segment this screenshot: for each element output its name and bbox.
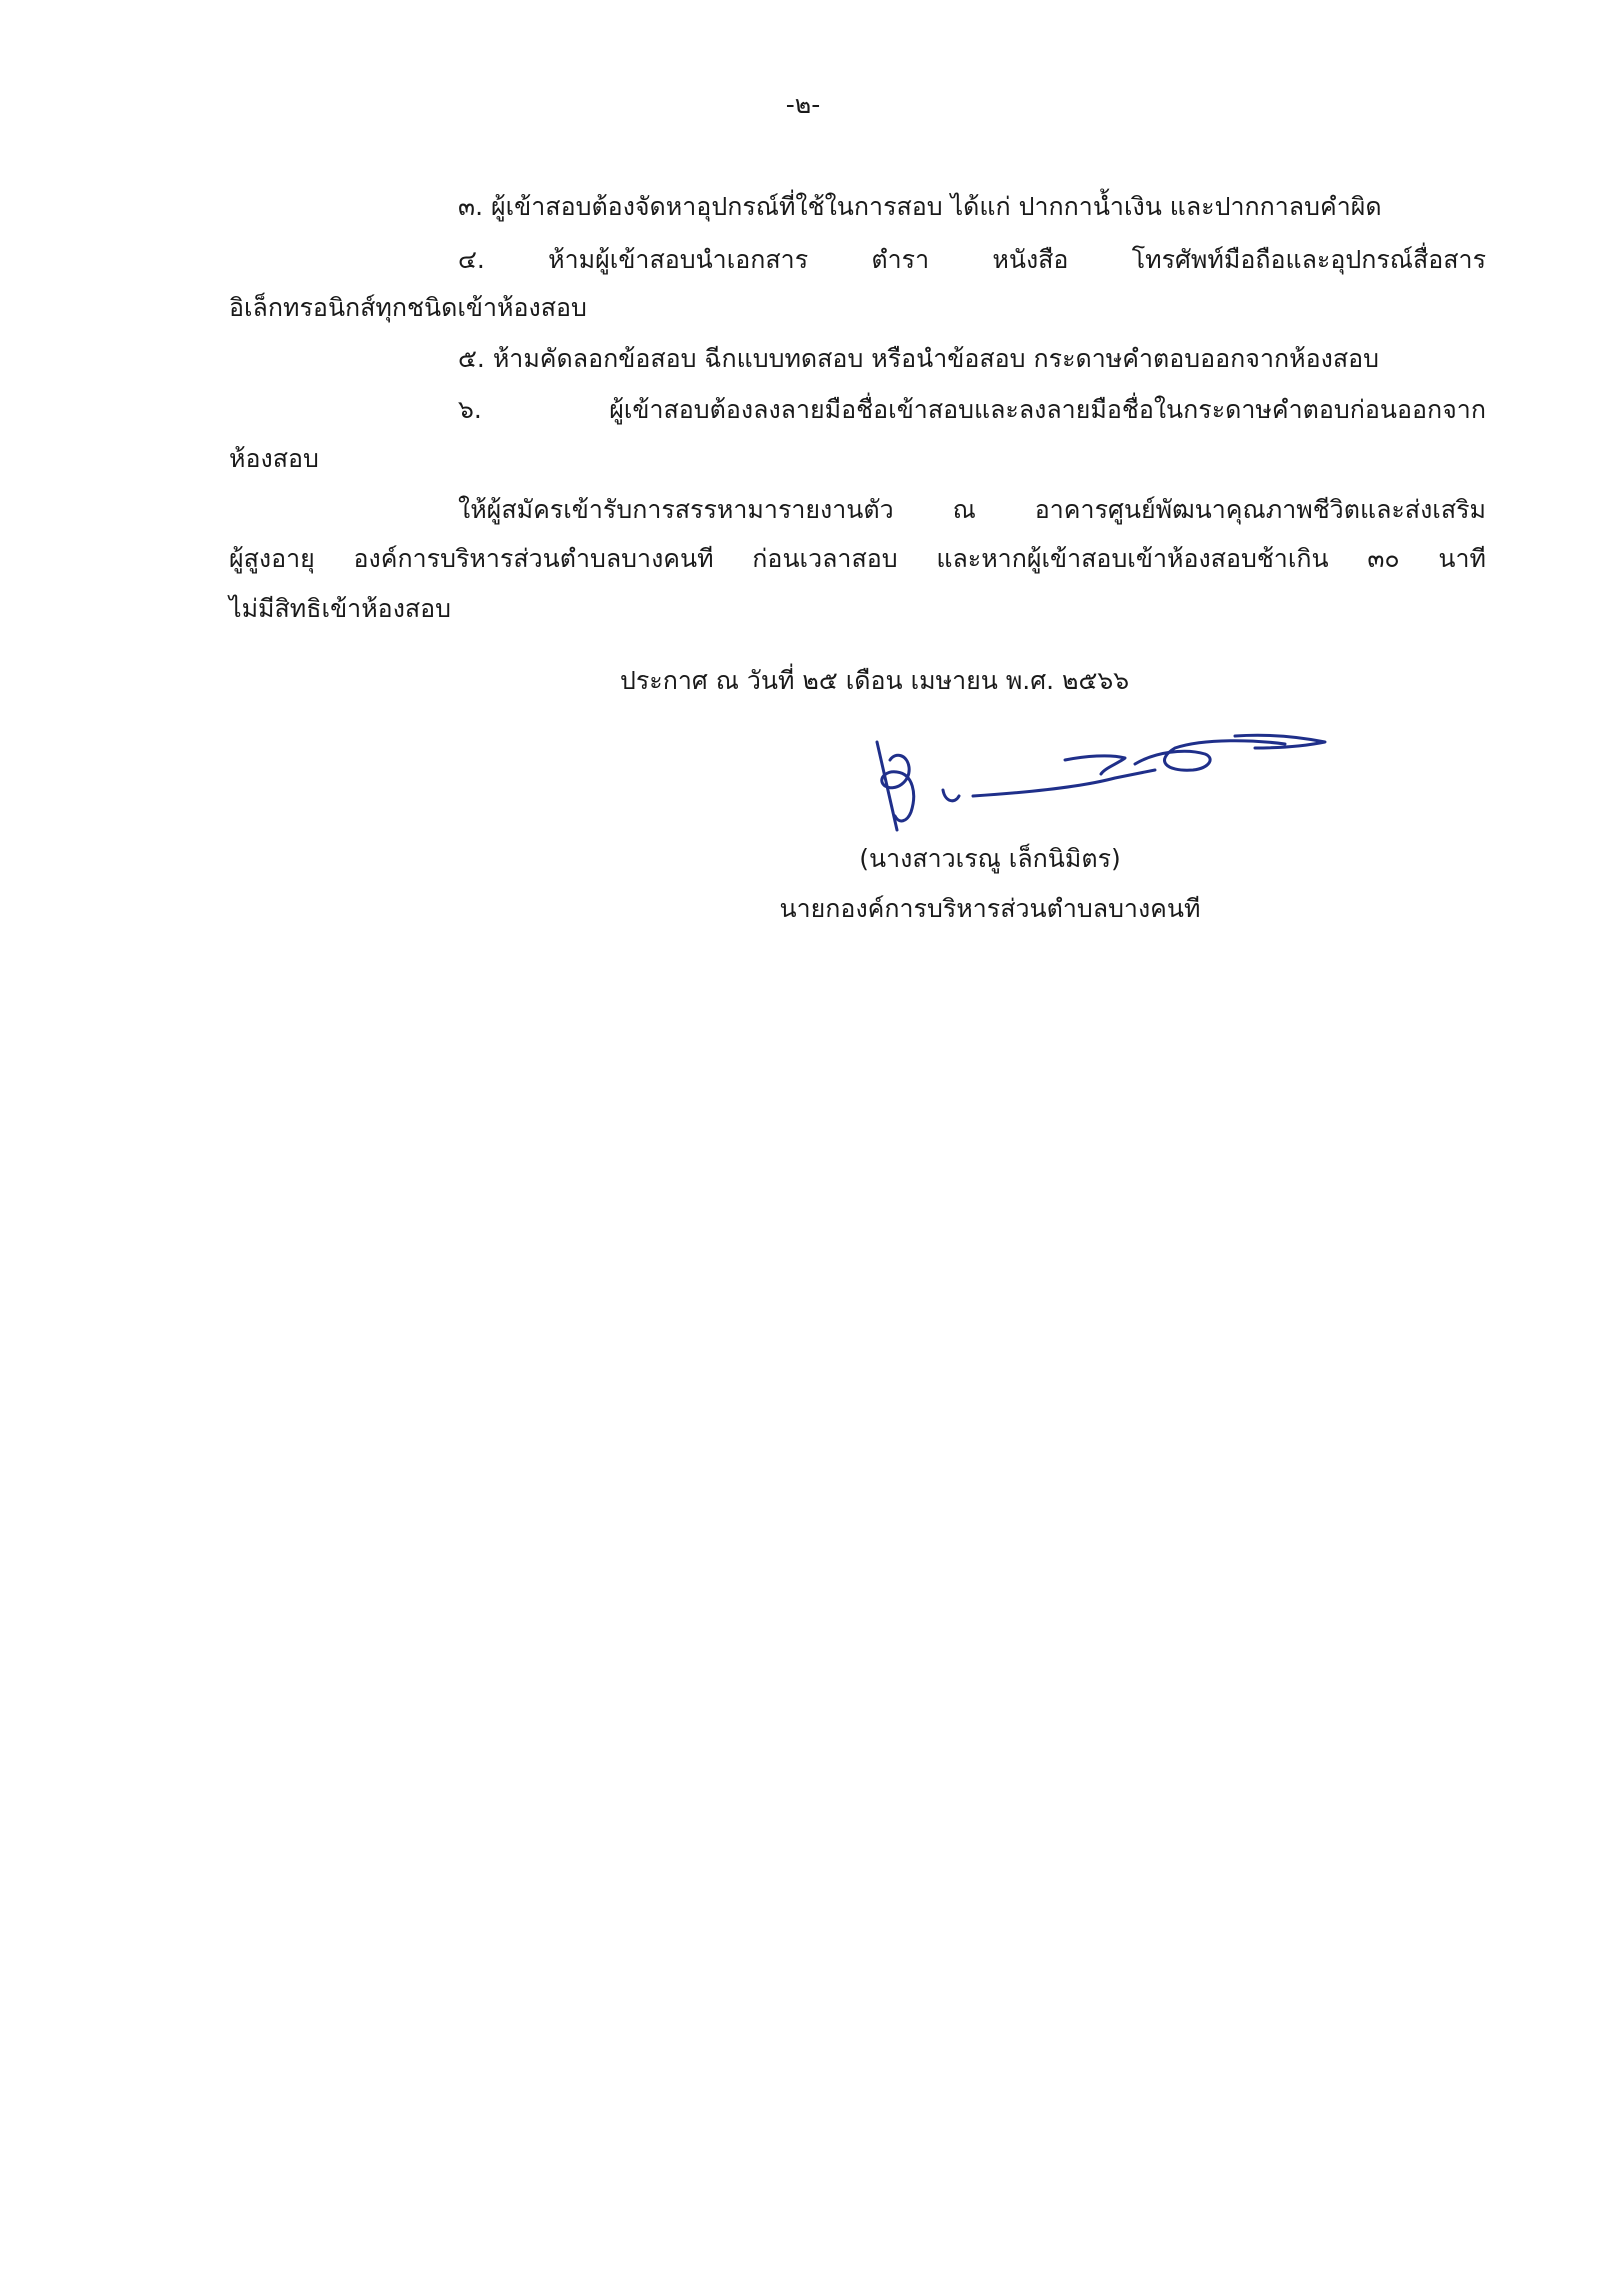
item-4-line-2: อิเล็กทรอนิกส์ทุกชนิดเข้าห้องสอบ: [229, 293, 587, 322]
notice-line-2: ผู้สูงอายุ องค์การบริหารส่วนตำบลบางคนที ก่อนเวลาสอบ และหากผู้เข้าสอบเข้าห้องสอบช้าเกิน ๓๐ นาที: [229, 544, 1486, 573]
item-4-line-1: ๔. ห้ามผู้เข้าสอบนำเอกสาร ตำรา หนังสือ โทรศัพท์มือถือและอุปกรณ์สื่อสาร: [458, 245, 1486, 274]
page-number: -๒-: [785, 90, 821, 119]
handwritten-signature: [855, 712, 1335, 842]
item-5: ๕. ห้ามคัดลอกข้อสอบ ฉีกแบบทดสอบ หรือนำข้อสอบ กระดาษคำตอบออกจากห้องสอบ: [458, 344, 1379, 373]
announcement-date: ประกาศ ณ วันที่ ๒๕ เดือน เมษายน พ.ศ. ๒๕๖๖: [620, 666, 1130, 695]
signatory-position: นายกองค์การบริหารส่วนตำบลบางคนที: [779, 894, 1201, 923]
item-6-line-2: ห้องสอบ: [229, 444, 319, 473]
signatory-name: (นางสาวเรณู เล็กนิมิตร): [859, 844, 1121, 873]
item-3: ๓. ผู้เข้าสอบต้องจัดหาอุปกรณ์ที่ใช้ในการสอบ ได้แก่ ปากกาน้ำเงิน และปากกาลบคำผิด: [458, 192, 1382, 221]
notice-line-3: ไม่มีสิทธิเข้าห้องสอบ: [229, 594, 452, 623]
item-6-line-1: ๖. ผู้เข้าสอบต้องลงลายมือชื่อเข้าสอบและลงลายมือชื่อในกระดาษคำตอบก่อนออกจาก: [458, 395, 1486, 424]
notice-line-1: ให้ผู้สมัครเข้ารับการสรรหามารายงานตัว ณ อาคารศูนย์พัฒนาคุณภาพชีวิตและส่งเสริม: [458, 495, 1486, 524]
